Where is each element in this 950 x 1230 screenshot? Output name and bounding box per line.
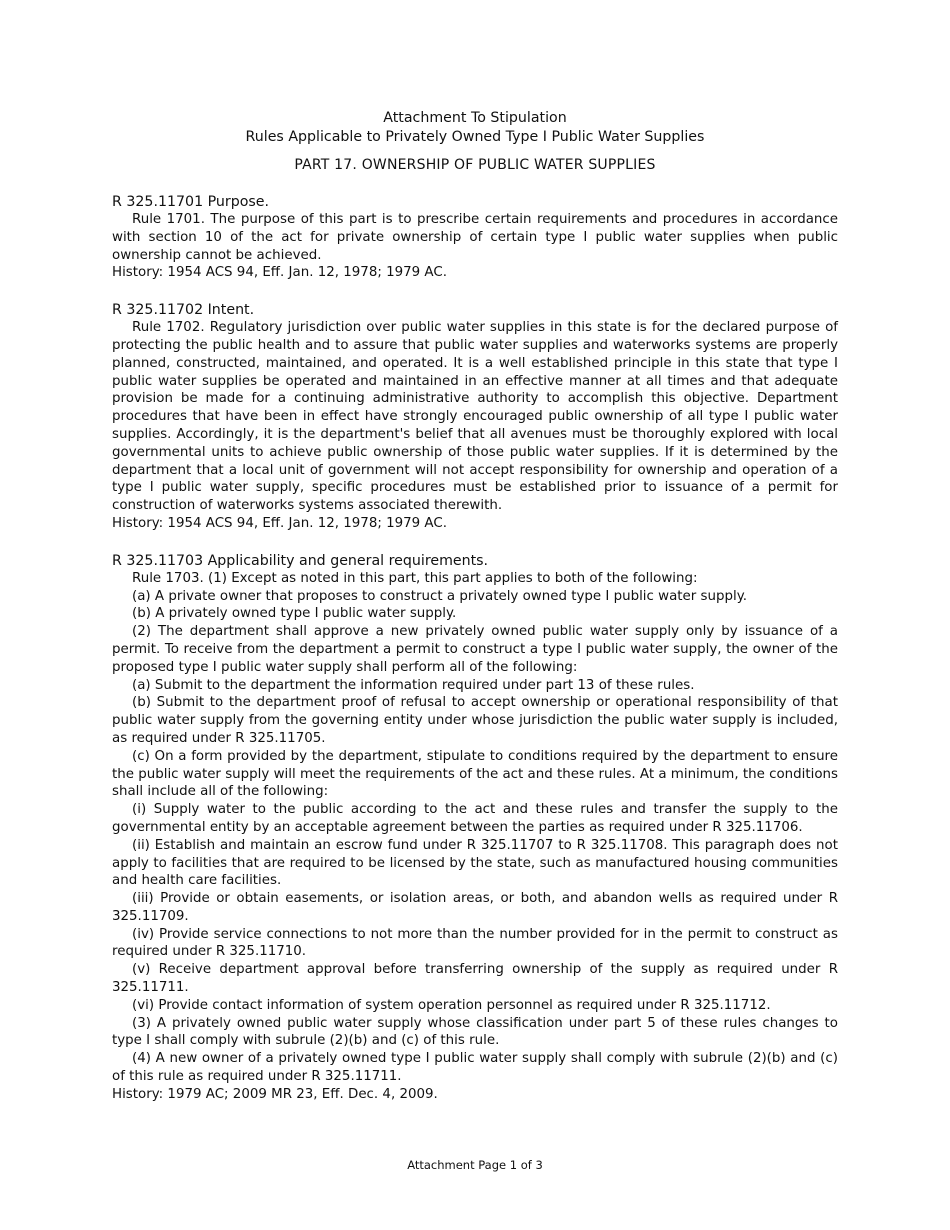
- rule-paragraph: (a) Submit to the department the information required under part 13 of these rules.: [132, 677, 695, 693]
- rule-paragraph: (iv) Provide service connections to not more than the number provided for in the permit to construct as required under R 325.11710.: [112, 926, 838, 960]
- rule-paragraph: (vi) Provide contact information of system operation personnel as required under R 325.11712.: [132, 997, 771, 1013]
- history-note: History: 1979 AC; 2009 MR 23, Eff. Dec. 4, 2009.: [112, 1086, 438, 1102]
- section-title-intent: R 325.11702 Intent.: [112, 302, 255, 319]
- rule-paragraph: (ii) Establish and maintain an escrow fund under R 325.11707 to R 325.11708. This paragraph does not apply to facilities that are required to be licensed by the state, such as manufactured housing communities and health care facilities.: [112, 837, 838, 889]
- attachment-title: Attachment To Stipulation: [383, 110, 567, 126]
- rule-paragraph: (a) A private owner that proposes to construct a privately owned type I public water supply.: [132, 588, 747, 604]
- rule-paragraph: (b) A privately owned type I public water supply.: [132, 606, 457, 622]
- rule-paragraph: (4) A new owner of a privately owned type I public water supply shall comply with subrule (2)(b) and (c) of this rule as required under R 325.11711.: [112, 1051, 838, 1085]
- rule-paragraph: Rule 1702. Regulatory jurisdiction over public water supplies in this state is for the declared purpose of protecting the public health and to assure that public water supplies and waterworks systems are properly planned, constructed, maintained, and operated. It is a well established principle in this state that type I public water supplies be operated and maintained in an effective manner at all times and that adequate provision be made for a continuing administrative authority to accomplish this objective. Department procedures that have been in effect have strongly encouraged public ownership of all type I public water supplies. Accordingly, it is the department's belief that all avenues must be thoroughly explored with local governmental units to achieve public ownership of those public water supplies. If it is determined by the department that a local unit of government will not accept responsibility for ownership and operation of a type I public water supply, specific procedures must be established prior to issuance of a permit for construction of waterworks systems associated therewith.: [112, 320, 838, 514]
- rule-paragraph: Rule 1701. The purpose of this part is to prescribe certain requirements and procedures in accordance with section 10 of the act for private ownership of certain type I public water supplies when public ownership cannot be achieved.: [112, 212, 838, 263]
- section-title-applicability: R 325.11703 Applicability and general requirements.: [112, 552, 489, 569]
- part-heading: PART 17. OWNERSHIP OF PUBLIC WATER SUPPLIES: [294, 157, 656, 173]
- rule-paragraph: (iii) Provide or obtain easements, or isolation areas, or both, and abandon wells as required under R 325.11709.: [112, 891, 838, 924]
- rule-paragraph: (c) On a form provided by the department, stipulate to conditions required by the department to ensure the public water supply will meet the requirements of the act and these rules. At a minimum, the conditions shall include all of the following:: [112, 748, 838, 800]
- rule-paragraph: Rule 1703. (1) Except as noted in this part, this part applies to both of the following:: [132, 570, 698, 586]
- rule-paragraph: (3) A privately owned public water supply whose classification under part 5 of these rules changes to type I shall comply with subrule (2)(b) and (c) of this rule.: [112, 1015, 838, 1049]
- history-note: History: 1954 ACS 94, Eff. Jan. 12, 1978; 1979 AC.: [112, 515, 447, 531]
- rule-paragraph: (b) Submit to the department proof of refusal to accept ownership or operational responsibility of that public water supply from the governing entity under whose jurisdiction the public water supply is included, as required under R 325.11705.: [112, 695, 838, 746]
- history-note: History: 1954 ACS 94, Eff. Jan. 12, 1978; 1979 AC.: [112, 265, 447, 281]
- document-page: [112, 109, 838, 1104]
- rule-paragraph: (v) Receive department approval before transferring ownership of the supply as required under R 325.11711.: [112, 962, 838, 996]
- page-footer: Attachment Page 1 of 3: [407, 1158, 543, 1172]
- document-subtitle: Rules Applicable to Privately Owned Type I Public Water Supplies: [245, 129, 705, 145]
- rule-paragraph: (2) The department shall approve a new privately owned public water supply only by issuance of a permit. To receive from the department a permit to construct a type I public water supply, the owner of the proposed type I public water supply shall perform all of the following:: [112, 624, 838, 675]
- section-title-purpose: R 325.11701 Purpose.: [112, 194, 270, 210]
- rule-paragraph: (i) Supply water to the public according to the act and these rules and transfer the supply to the governmental entity by an acceptable agreement between the parties as required under R 325.11706.: [112, 802, 838, 835]
